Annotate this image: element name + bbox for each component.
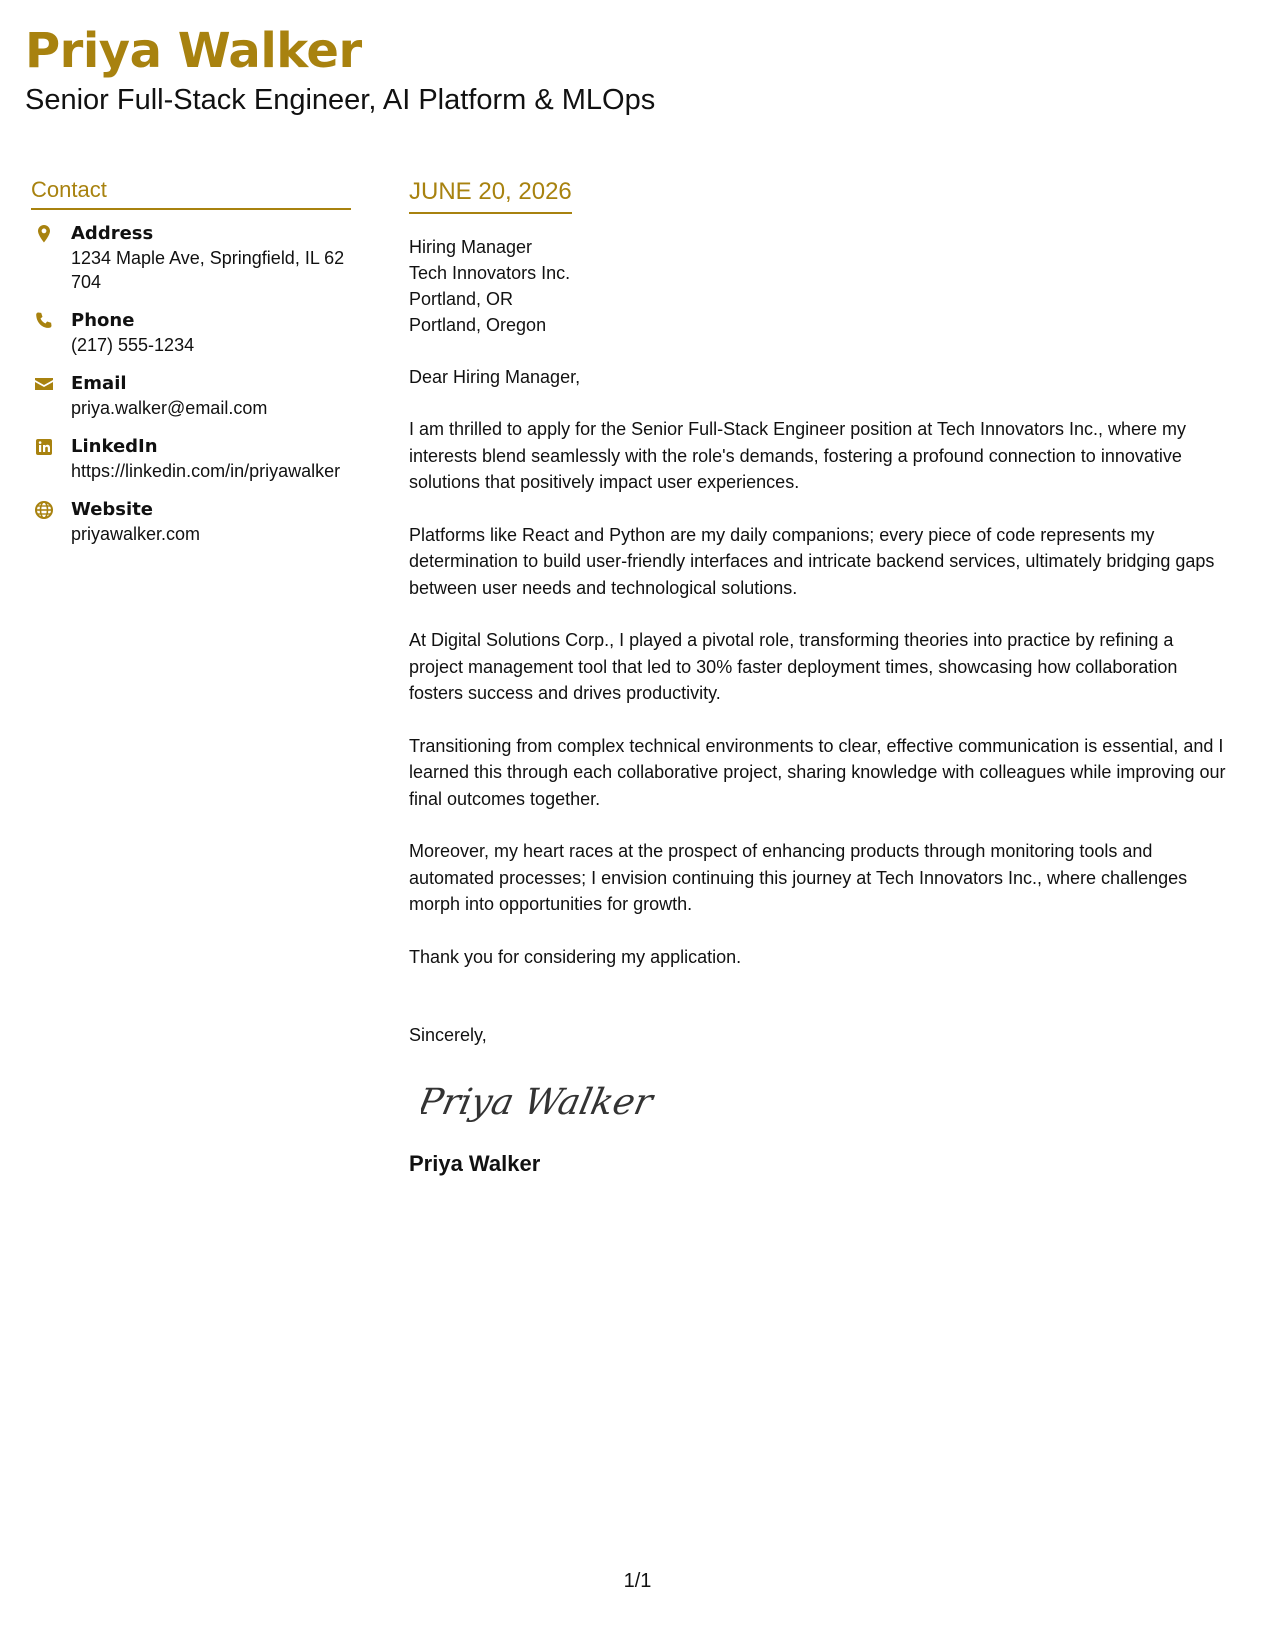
letter-date: JUNE 20, 2026 <box>409 178 572 205</box>
contact-phone <box>31 309 351 357</box>
contact-label: Email <box>71 373 127 394</box>
contact-sidebar <box>31 176 351 561</box>
letter-paragraph: Transitioning from complex technical environments to clear, effective communication is essential, and I learned this through each collaborative project, sharing knowledge with colleagues while improving our final outcomes together. <box>409 735 1226 809</box>
closing: Sincerely, <box>409 1025 487 1045</box>
candidate-name: Priya Walker <box>25 23 362 79</box>
envelope-icon <box>34 374 54 394</box>
contact-address <box>31 222 351 294</box>
greeting: Dear Hiring Manager, <box>409 367 581 387</box>
letter-paragraph: At Digital Solutions Corp., I played a pivotal role, transforming theories into practice by refining a project management tool that led to 30% faster deployment times, showcasing how collaboration fosters success and drives productivity. <box>409 630 1178 703</box>
globe-icon <box>34 500 54 520</box>
handwritten-signature <box>421 1072 681 1132</box>
contact-value[interactable]: priyawalker.com <box>71 524 201 544</box>
contact-label: LinkedIn <box>71 436 158 457</box>
signer-name: Priya Walker <box>409 1151 541 1176</box>
recipient-line: Tech Innovators Inc. <box>409 263 571 283</box>
contact-linkedin <box>31 435 351 483</box>
recipient-line: Portland, OR <box>409 289 514 309</box>
letter-body <box>409 176 1229 1178</box>
contact-value: 1234 Maple Ave, Springfield, IL 62704 <box>71 248 345 292</box>
linkedin-icon <box>34 437 54 457</box>
recipient-line: Hiring Manager <box>409 237 533 257</box>
recipient-block <box>409 234 1229 338</box>
contact-label: Address <box>71 223 154 244</box>
letter-paragraph: Moreover, my heart races at the prospect of enhancing products through monitoring tools and automated processes; I envision continuing this journey at Tech Innovators Inc., where challenges morph into opportunities for growth. <box>409 841 1188 914</box>
location-pin-icon <box>34 224 54 244</box>
letter-paragraph: I am thrilled to apply for the Senior Full-Stack Engineer position at Tech Innovators Inc., where my interests blend seamlessly with the role's demands, fostering a profound connection to innovative solutions that positively impact user experiences. <box>409 419 1187 492</box>
candidate-title: Senior Full-Stack Engineer, AI Platform & MLOps <box>25 84 656 116</box>
contact-value[interactable]: https://linkedin.com/in/priyawalker <box>71 461 341 481</box>
contact-value: priya.walker@email.com <box>71 398 268 418</box>
contact-website <box>31 498 351 546</box>
letter-paragraph: Platforms like React and Python are my daily companions; every piece of code represents my determination to build user-friendly interfaces and intricate backend services, ultimately bridging gaps between user needs and technological solutions. <box>409 524 1215 598</box>
contact-email <box>31 372 351 420</box>
signature-script: Priya Walker <box>421 1080 657 1123</box>
page-number: 1/1 <box>623 1570 652 1592</box>
contact-label: Phone <box>71 310 135 331</box>
contact-label: Website <box>71 499 154 520</box>
contact-value: (217) 555-1234 <box>71 335 195 355</box>
date-block <box>409 176 572 214</box>
letter-paragraph: Thank you for considering my application. <box>409 946 742 967</box>
phone-icon <box>34 311 54 331</box>
contact-heading: Contact <box>31 176 351 210</box>
recipient-line: Portland, Oregon <box>409 315 547 335</box>
